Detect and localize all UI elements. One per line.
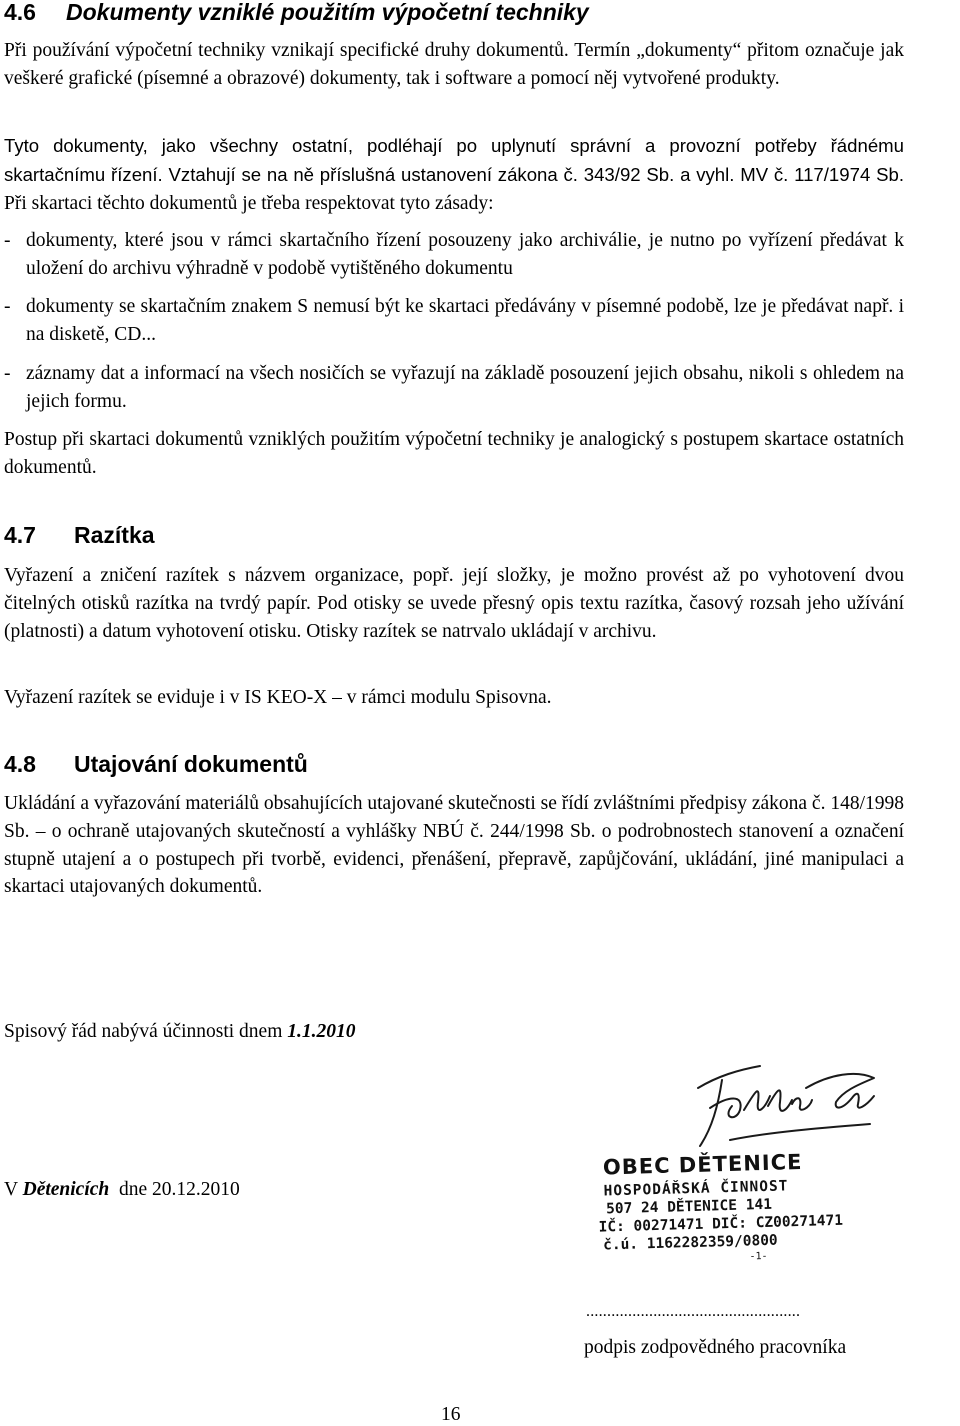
section-heading-4-8	[4, 750, 308, 778]
stamp-line: HOSPODÁŘSKÁ ČINNOST	[603, 1178, 789, 1200]
section-number: 4.8	[4, 751, 36, 777]
list-item-text: dokumenty, které jsou v rámci skartačního řízení posouzeny jako archiválie, je nutno po vyřízení předávat k uložení do archivu výhradně v podobě vytištěného dokumentu	[26, 230, 904, 279]
paragraph-serif-part: Při skartaci těchto dokumentů je třeba respektovat tyto zásady:	[4, 192, 494, 214]
organization-stamp	[591, 1146, 866, 1263]
list-item	[4, 227, 904, 283]
stamp-line: OBEC DĚTENICE	[602, 1149, 803, 1180]
bullet-dash: -	[4, 296, 11, 317]
place-date-line	[4, 1178, 240, 1202]
section-heading-4-6	[4, 0, 589, 26]
stamp-line: IČ: 00271471 DIČ: CZ00271471	[598, 1212, 844, 1236]
effective-date: 1.1.2010	[287, 1021, 356, 1042]
section-number: 4.7	[4, 522, 36, 548]
signature-dotted-line: ...................................................	[586, 1303, 801, 1320]
paragraph-sans-part: Tyto dokumenty, jako všechny ostatní, podléhají po uplynutí správní a provozní potřeby řádnému skartačnímu řízení. Vztahují se na ně příslušná ustanovení zákona č. 343/92 Sb. a vyhl. MV č. 117/1974 Sb.	[4, 135, 904, 185]
section-number: 4.6	[4, 0, 36, 25]
paragraph: Ukládání a vyřazování materiálů obsahujících utajované skutečnosti se řídí zvláštními předpisy zákona č. 148/1998 Sb. – o ochraně utajovaných skutečností a vyhlášky NBÚ č. 244/1998 Sb. o podrobnostech stanovení a označení stupně utajení a o postupech při tvorbě, evidenci, přenášení, přepravě, zapůjčování, ukládání, jiné manipulaci a skartaci utajovaných dokumentů.	[4, 793, 904, 898]
section-title: Utajování dokumentů	[74, 751, 308, 777]
section-heading-4-7	[4, 521, 155, 549]
page-number: 16	[441, 1404, 461, 1425]
paragraph: Postup při skartaci dokumentů vzniklých použitím výpočetní techniky je analogický s postupem skartace ostatních dokumentů.	[4, 429, 904, 478]
effective-date-line	[4, 1020, 356, 1044]
paragraph: Vyřazení razítek se eviduje i v IS KEO-X – v rámci modulu Spisovna.	[4, 687, 552, 708]
paragraph	[4, 132, 904, 217]
bullet-dash: -	[4, 363, 11, 384]
place-prefix: V	[4, 1179, 23, 1200]
list-item	[4, 360, 904, 416]
list-item-text: záznamy dat a informací na všech nosičích se vyřazují na základě posouzení jejich obsahu, nikoli s ohledem na jejich formu.	[26, 363, 904, 412]
handwritten-signature	[660, 1048, 890, 1158]
signature-caption: podpis zodpovědného pracovníka	[584, 1337, 847, 1358]
list-item-text: dokumenty se skartačním znakem S nemusí být ke skartaci předávány v písemné podobě, lze je předávat např. i na disketě, CD...	[26, 296, 904, 345]
stamp-line: -1-	[749, 1250, 768, 1263]
stamp-line: 507 24 DĚTENICE 141	[605, 1196, 773, 1218]
effective-prefix: Spisový řád nabývá účinnosti dnem	[4, 1021, 288, 1042]
paragraph: Při používání výpočetní techniky vznikají specifické druhy dokumentů. Termín „dokumenty“ přitom označuje jak veškeré grafické (písemné a obrazové) dokumenty, tak i software a pomocí něj vytvořené produkty.	[4, 40, 904, 89]
stamp-line: č.ú. 1162282359/0800	[602, 1232, 778, 1254]
section-title: Dokumenty vzniklé použitím výpočetní techniky	[66, 0, 589, 25]
bullet-dash: -	[4, 230, 11, 251]
paragraph: Vyřazení a zničení razítek s názvem organizace, popř. její složky, je možno provést až po vyhotovení dvou čitelných otisků razítka na tvrdý papír. Pod otisky se uvede přesný opis textu razítka, časový rozsah jeho užívání (platnosti) a datum vyhotovení otisku. Otisky razítek se natrvalo ukládají v archivu.	[4, 565, 904, 642]
place-name: Dětenicích	[22, 1179, 110, 1200]
list-item	[4, 293, 904, 349]
section-title: Razítka	[74, 522, 155, 548]
date-text: dne 20.12.2010	[109, 1179, 240, 1200]
